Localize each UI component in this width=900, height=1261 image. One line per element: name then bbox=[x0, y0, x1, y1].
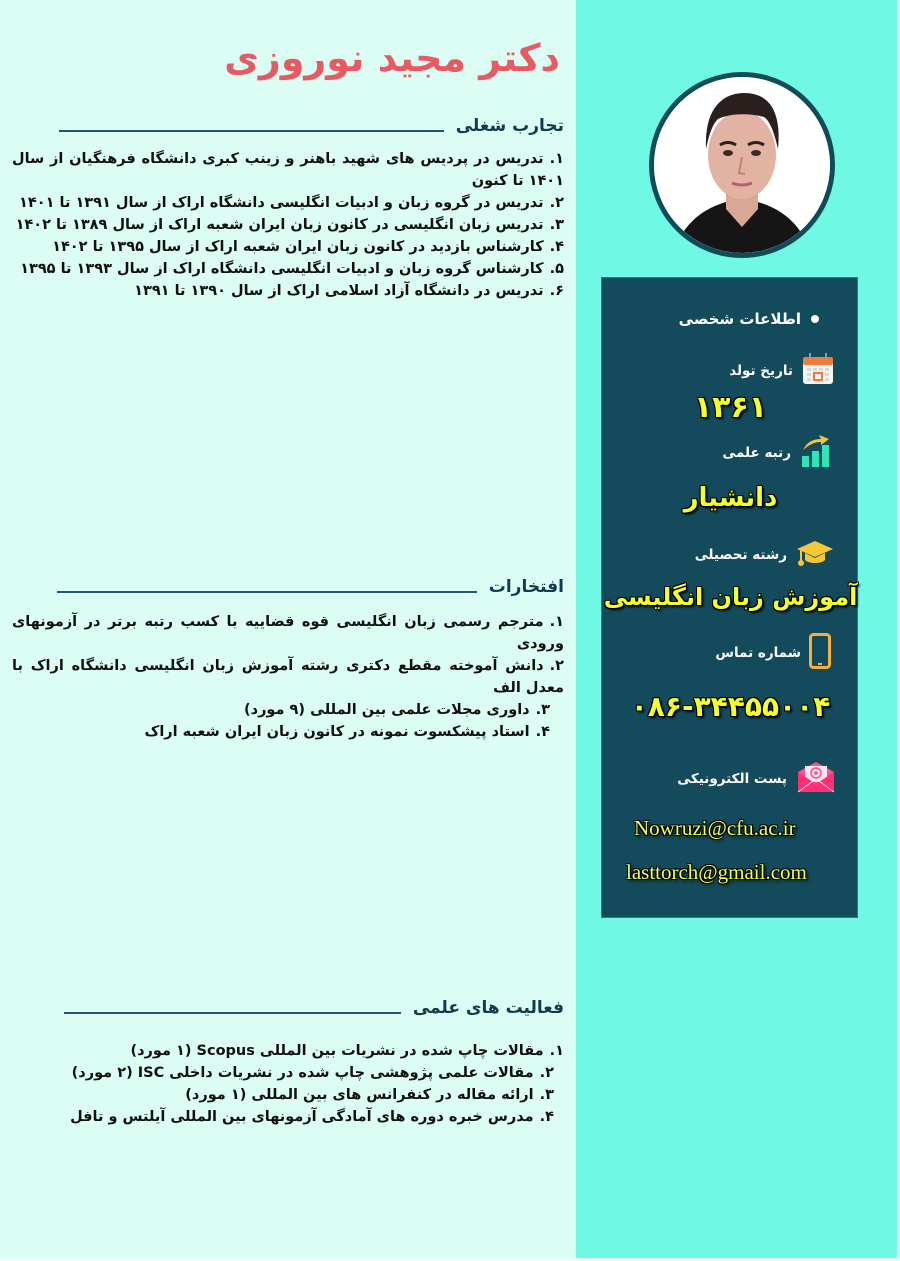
list-item: ۱.مقالات چاپ شده در نشریات بین المللی Scopus (۱ مورد) bbox=[130, 1043, 564, 1059]
experience-heading-row bbox=[24, 116, 564, 136]
list-item: ۱.تدریس در پردیس های شهید باهنر و زینب کبری دانشگاه فرهنگیان از سال ۱۴۰۱ تا کنون bbox=[12, 151, 564, 189]
honors-list bbox=[12, 611, 564, 743]
list-item: ۶.تدریس در دانشگاه آزاد اسلامی اراک از سال ۱۳۹۰ تا ۱۳۹۱ bbox=[134, 283, 564, 299]
list-item: ۳.ارائه مقاله در کنفرانس های بین المللی (۱ مورد) bbox=[185, 1087, 554, 1103]
academic-rank-value: دانشیار bbox=[683, 483, 778, 513]
divider bbox=[57, 591, 477, 593]
bullet-icon bbox=[811, 315, 819, 323]
activities-section bbox=[60, 998, 564, 1128]
list-item: ۴.استاد پیشکسوت نمونه در کانون زبان ایران شعبه اراک bbox=[144, 724, 550, 740]
phone-value: ۰۸۶-۳۴۴۵۵۰۰۴ bbox=[630, 690, 831, 723]
honors-section bbox=[12, 577, 564, 743]
honors-heading-row bbox=[24, 577, 564, 597]
list-item: ۴.کارشناس بازدید در کانون زبان ایران شعبه اراک از سال ۱۳۹۵ تا ۱۴۰۲ bbox=[52, 239, 564, 255]
list-item: ۳.داوری مجلات علمی بین المللی (۹ مورد) bbox=[244, 702, 550, 718]
email-address-1[interactable]: Nowruzi@cfu.ac.ir bbox=[634, 816, 796, 840]
section-heading: فعالیت های علمی bbox=[412, 998, 564, 1018]
personal-heading-row bbox=[679, 310, 819, 328]
calendar-icon bbox=[801, 352, 835, 390]
growth-chart-icon bbox=[799, 434, 835, 472]
field-of-study-row bbox=[695, 538, 835, 572]
email-envelope-icon bbox=[795, 760, 837, 798]
field-of-study-label: رشته تحصیلی bbox=[694, 547, 787, 563]
personal-info-panel bbox=[601, 277, 858, 918]
field-of-study-value: آموزش زبان انگلیسی bbox=[603, 583, 858, 611]
birth-date-value: ۱۳۶۱ bbox=[693, 390, 768, 425]
section-heading: تجارب شغلی bbox=[455, 116, 564, 136]
mobile-phone-icon bbox=[809, 633, 831, 673]
email-address-2[interactable]: lasttorch@gmail.com bbox=[626, 860, 807, 884]
email-label: پست الکترونیکی bbox=[677, 771, 787, 787]
academic-rank-label: رتبه علمی bbox=[722, 445, 791, 461]
profile-photo bbox=[649, 72, 835, 258]
divider bbox=[64, 1012, 401, 1014]
list-item: ۲.تدریس در گروه زبان و ادبیات انگلیسی دانشگاه اراک از سال ۱۳۹۱ تا ۱۴۰۱ bbox=[19, 195, 564, 211]
section-heading: افتخارات bbox=[488, 577, 564, 597]
list-item: ۲.مقالات علمی پژوهشی چاپ شده در نشریات داخلی ISC (۲ مورد) bbox=[71, 1065, 554, 1081]
experience-section bbox=[12, 116, 564, 302]
activities-list bbox=[60, 1040, 564, 1128]
list-item: ۵.کارشناس گروه زبان و ادبیات انگلیسی دانشگاه اراک از سال ۱۳۹۳ تا ۱۳۹۵ bbox=[20, 261, 564, 277]
list-item: ۳.تدریس زبان انگلیسی در کانون زبان ایران شعبه اراک از سال ۱۳۸۹ تا ۱۴۰۲ bbox=[15, 217, 564, 233]
list-item: ۲.دانش آموخته مقطع دکتری رشته آموزش زبان انگلیسی دانشگاه اراک با معدل الف bbox=[12, 658, 564, 696]
panel-heading: اطلاعات شخصی bbox=[678, 310, 801, 328]
graduation-cap-icon bbox=[795, 538, 835, 572]
list-item: ۱.مترجم رسمی زبان انگلیسی قوه قضاییه با کسب رتبه برتر در آزمونهای ورودی bbox=[12, 614, 564, 652]
email-row bbox=[677, 760, 837, 798]
phone-row bbox=[715, 633, 831, 673]
activities-heading-row bbox=[64, 998, 564, 1018]
divider bbox=[59, 130, 444, 132]
birth-date-label: تاریخ تولد bbox=[729, 363, 793, 379]
person-portrait-icon bbox=[654, 77, 830, 253]
birth-date-row bbox=[729, 352, 835, 390]
list-item: ۴.مدرس خبره دوره های آمادگی آزمونهای بین المللی آیلتس و تافل bbox=[70, 1109, 554, 1125]
page-title: دکتر مجید نوروزی bbox=[224, 36, 560, 80]
experience-list bbox=[12, 148, 564, 302]
phone-label: شماره تماس bbox=[715, 645, 801, 661]
academic-rank-row bbox=[722, 434, 835, 472]
